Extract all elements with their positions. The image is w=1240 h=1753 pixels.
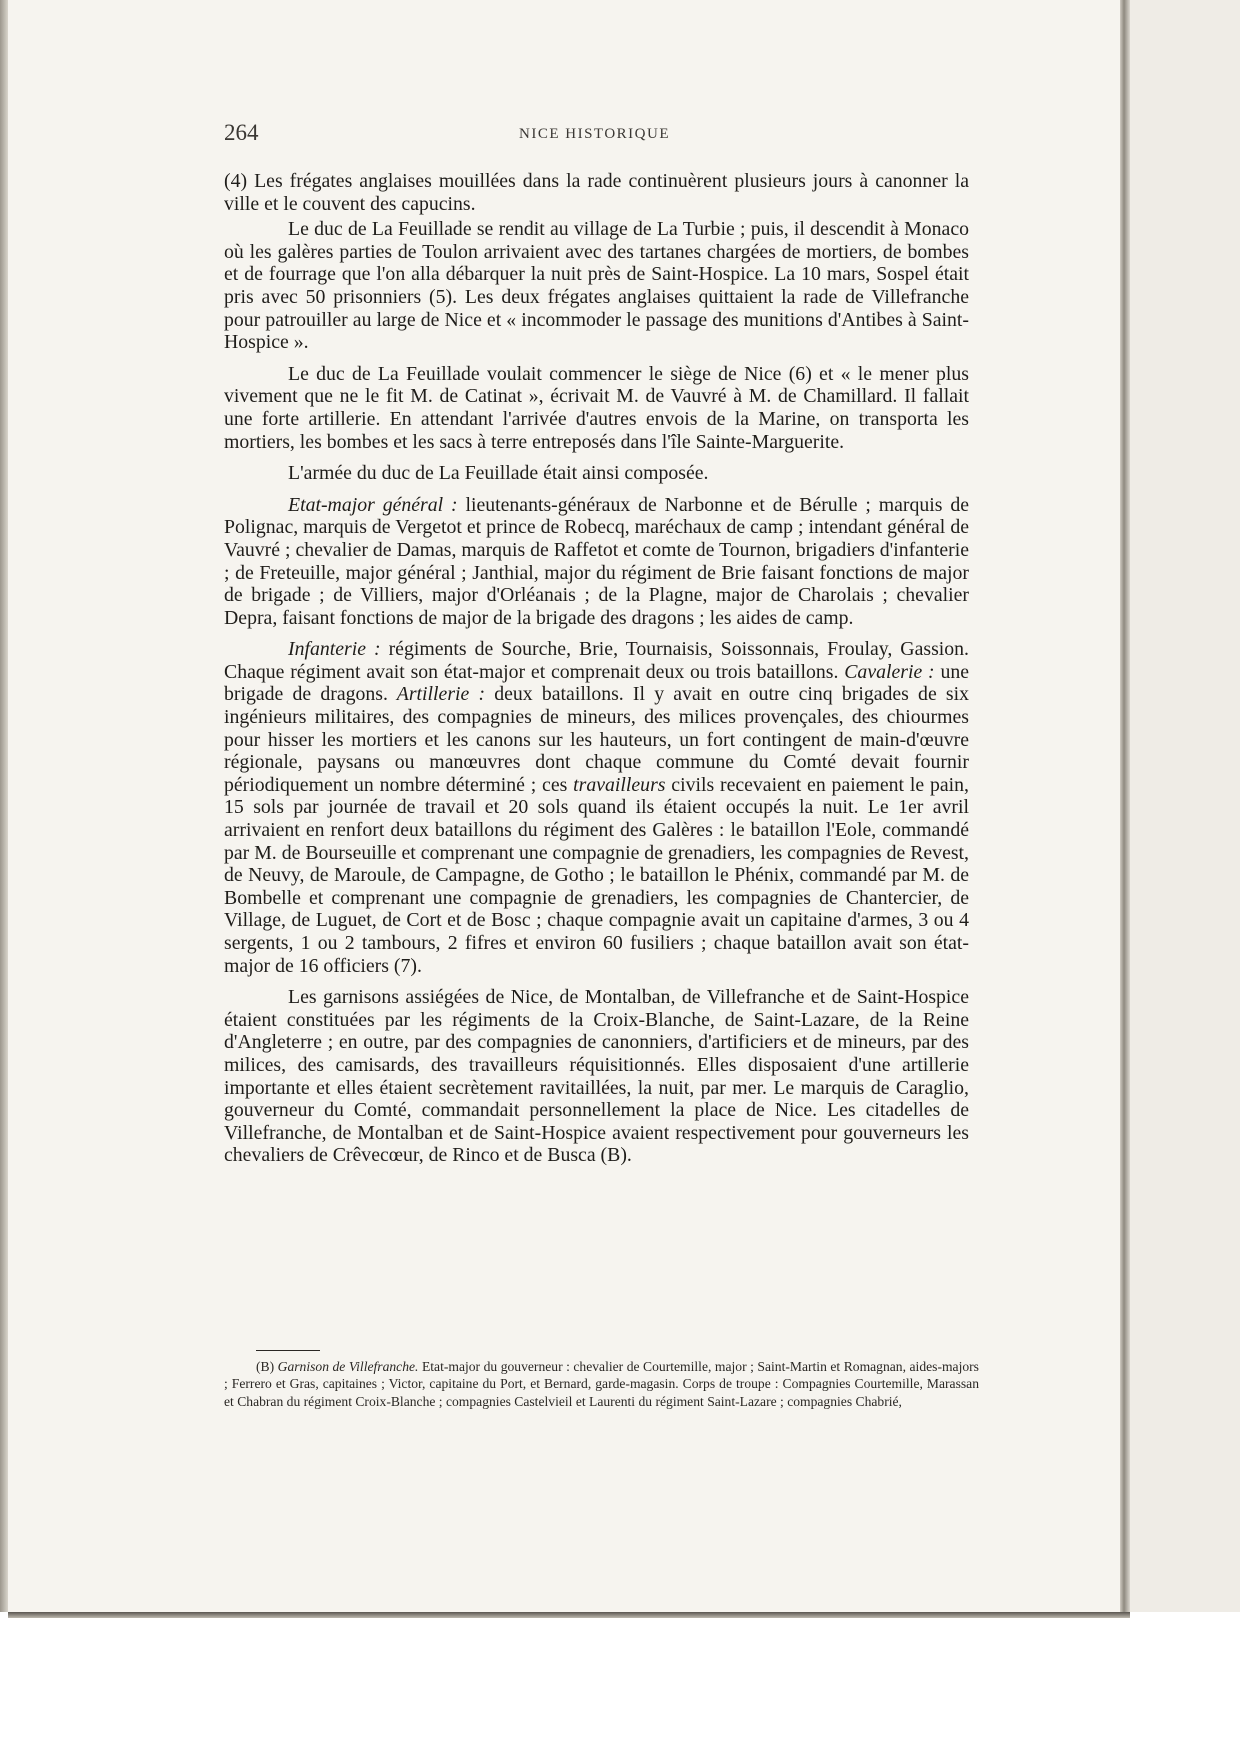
note-paragraph: (4) Les frégates anglaises mouillées dans la rade continuèrent plusieurs jours à canonner la ville et le couvent des capucins. bbox=[224, 170, 969, 215]
paragraph-text: deux bataillons. Il y avait en outre cinq brigades de six ingénieurs militaires, des compagnies de mineurs, des milices provençales, des chiourmes pour hisser les mortiers et les canons sur les hauteurs, un fort contingent de main-d'œuvre régionale, paysans ou manœuvres dont chaque commune du Comté devait fournir périodiquement un nombre déterminé ; ces bbox=[224, 683, 969, 796]
paragraph: Le duc de La Feuillade se rendit au village de La Turbie ; puis, il descendit à Monaco où les galères parties de Toulon arrivaient avec des tartanes chargées de mortiers, de bombes et de fourrage que l'on alla débarquer la nuit près de Saint-Hospice. La 10 mars, Sospel était pris avec 50 prisonniers (5). Les deux frégates anglaises quittaient la rade de Villefranche pour patrouiller au large de Nice et « incommoder le passage des munitions d'Antibes à Saint-Hospice ». bbox=[224, 218, 969, 354]
footnote-text: Etat-major du gouverneur : chevalier de Courtemille, major ; Saint-Martin et Romagnan, aides-majors ; Ferrero et Gras, capitaines ; Victor, capitaine du Port, et Bernard, garde-magasin. Corps de troupe : Compagnies Courtemille, Marassan et Chabran du régiment Croix-Blanche ; compagnies Castelvieil et Laurenti du régiment Saint-Lazare ; compagnies Chabrié, bbox=[224, 1359, 979, 1409]
footnote-paragraph bbox=[224, 1358, 979, 1410]
scan-bottom-margin bbox=[0, 1612, 1240, 1753]
paragraph-text: civils recevaient en paiement le pain, 15 sols par journée de travail et 20 sols quand ils étaient occupés la nuit. Le 1er avril arrivaient en renfort deux bataillons du régiment des Galères : le bataillon l'Eole, commandé par M. de Bourseuille et comprenant une compagnie de grenadiers, les compagnies de Revest, de Neuvy, de Maroule, de Campagne, de Gotho ; le bataillon le Phénix, commandé par M. de Bombelle et comprenant une compagnie de grenadiers, les compagnies de Chantercier, de Village, de Luguet, de Cort et de Bosc ; chaque compagnie avait un capitaine d'armes, 3 ou 4 sergents, 1 ou 2 tambours, 2 fifres et environ 60 fusiliers ; chaque bataillon avait son état-major de 16 officiers (7). bbox=[224, 773, 969, 977]
paragraph-text: lieutenants-généraux de Narbonne et de Bérulle ; marquis de Polignac, marquis de Vergetot et prince de Robecq, maréchaux de camp ; intendant général de Vauvré ; chevalier de Damas, marquis de Raffetot et comte de Tournon, brigadiers d'infanterie ; de Freteuille, major général ; Janthial, major du régiment de Brie faisant fonctions de major de brigade ; de Villiers, major d'Orléanais ; de la Plagne, major de Charolais ; chevalier Depra, faisant fonctions de major de la brigade des dragons ; les aides de camp. bbox=[224, 493, 970, 629]
paragraph-lead-travailleurs: travailleurs bbox=[567, 773, 666, 796]
paragraph-lead: Infanterie : bbox=[288, 638, 381, 661]
page-fold-shadow bbox=[1120, 0, 1130, 1620]
paragraph-infanterie bbox=[224, 638, 969, 977]
footnote bbox=[224, 1358, 979, 1410]
paragraph-etat-major bbox=[224, 494, 969, 630]
footnote-marker: (B) bbox=[256, 1359, 275, 1374]
scan-left-edge bbox=[0, 0, 8, 1753]
footnote-rule bbox=[256, 1350, 320, 1351]
paragraph-text: une brigade de dragons. bbox=[224, 660, 970, 706]
page-header bbox=[224, 120, 965, 150]
facing-page-edge bbox=[1130, 0, 1240, 1620]
paragraph: Les garnisons assiégées de Nice, de Montalban, de Villefranche et de Saint-Hospice étaient constituées par les régiments de la Croix-Blanche, de Saint-Lazare, de la Reine d'Angleterre ; en outre, par des compagnies de canonniers, d'artificiers et de mineurs, par des milices, des camisards, des travailleurs réquisitionnés. Elles disposaient d'une artillerie importante et elles étaient secrètement ravitaillées, la nuit, par mer. Le marquis de Caraglio, gouverneur du Comté, commandait personnellement la place de Nice. Les citadelles de Villefranche, de Montalban et de Saint-Hospice avaient respectivement pour gouverneurs les chevaliers de Crêvecœur, de Rinco et de Busca (B). bbox=[224, 986, 969, 1167]
paragraph-lead: Etat-major général : bbox=[288, 493, 458, 516]
footnote-lead: Garnison de Villefranche. bbox=[277, 1359, 419, 1374]
paragraph-lead-cavalerie: Cavalerie : bbox=[838, 660, 935, 683]
running-title: NICE HISTORIQUE bbox=[519, 126, 670, 142]
paragraph-lead-artillerie: Artillerie : bbox=[387, 683, 486, 706]
paragraph-text: régiments de Sourche, Brie, Tournaisis, Soissonnais, Froulay, Gassion. Chaque régiment avait son état-major et comprenait deux ou trois bataillons. bbox=[224, 638, 969, 683]
scan-bottom-edge bbox=[8, 1612, 1130, 1618]
page-number: 264 bbox=[224, 120, 259, 145]
paragraph: Le duc de La Feuillade voulait commencer le siège de Nice (6) et « le mener plus vivement que ne le fit M. de Catinat », écrivait M. de Vauvré à M. de Chamillard. Il fallait une forte artillerie. En attendant l'arrivée d'autres envois de la Marine, on transporta les mortiers, les bombes et les sacs à terre entreposés dans l'île Sainte-Marguerite. bbox=[224, 362, 969, 453]
main-text bbox=[224, 170, 969, 1176]
paragraph: L'armée du duc de La Feuillade était ainsi composée. bbox=[288, 462, 709, 485]
